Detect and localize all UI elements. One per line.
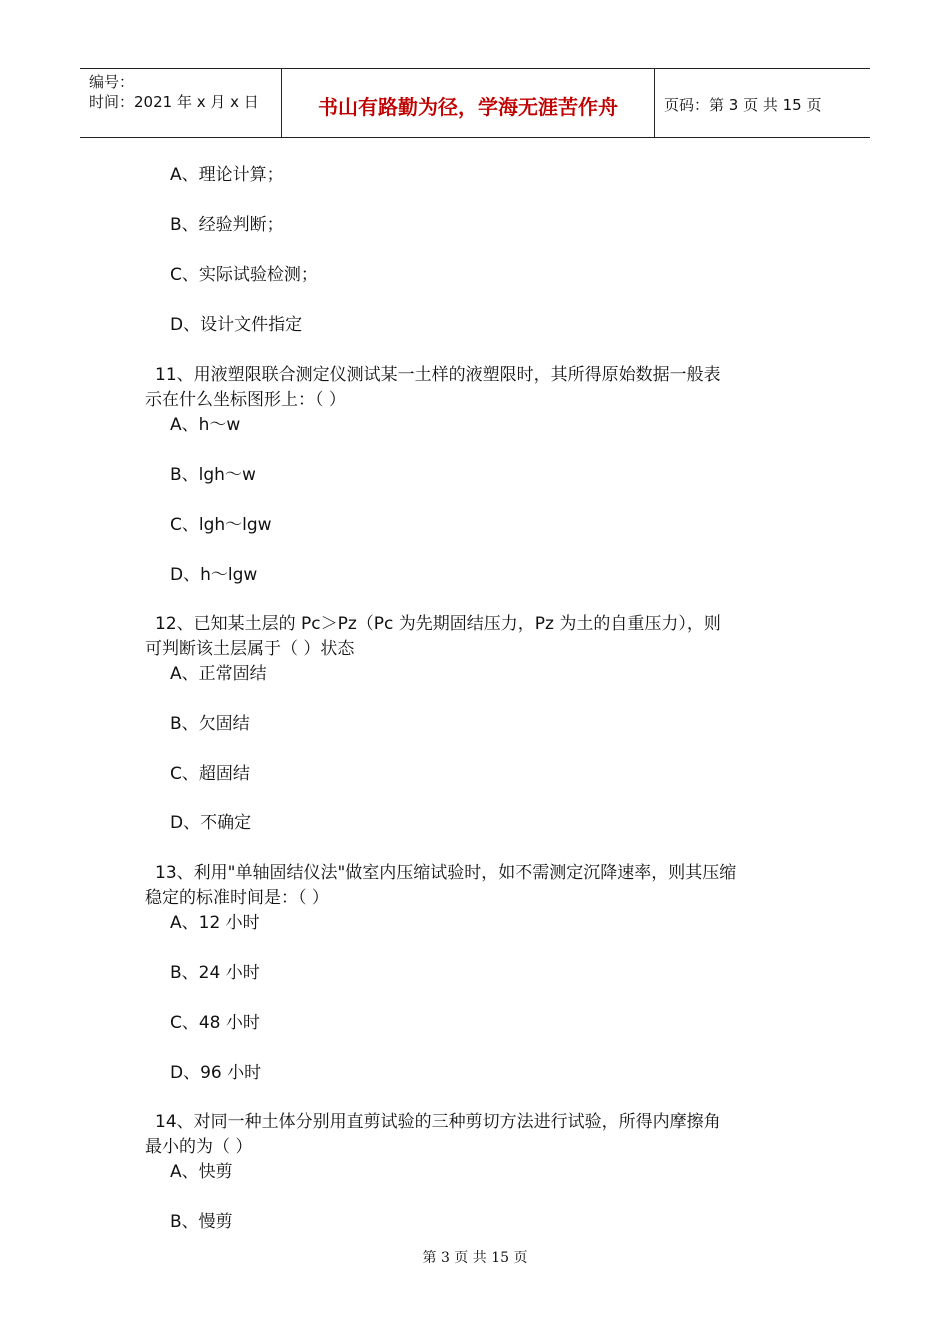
- q13-option-b: B、24 小时: [170, 963, 260, 983]
- q14-option-b: B、慢剪: [170, 1212, 233, 1232]
- q13-option-a: A、12 小时: [170, 913, 260, 933]
- q13-option-c: C、48 小时: [170, 1013, 260, 1033]
- option-c: C、实际试验检测；: [170, 265, 318, 285]
- question-14-text-cont: 最小的为（ ）: [145, 1137, 253, 1157]
- question-12-text: 12、已知某土层的 Pc＞Pz（Pc 为先期固结压力，Pz 为土的自重压力），则: [155, 614, 721, 634]
- q12-option-b: B、欠固结: [170, 714, 250, 734]
- page-info: 页码：第 3 页 共 15 页: [664, 96, 822, 114]
- q11-option-b: B、lgh～w: [170, 465, 256, 485]
- q12-option-c: C、超固结: [170, 764, 250, 784]
- question-11-text-cont: 示在什么坐标图形上：（ ）: [145, 390, 346, 410]
- q11-option-c: C、lgh～lgw: [170, 515, 272, 535]
- number-label: 编号：: [89, 73, 135, 91]
- header-page-cell: [655, 69, 870, 137]
- q13-option-d: D、96 小时: [170, 1063, 262, 1083]
- option-d: D、设计文件指定: [170, 315, 303, 335]
- question-12-text-cont: 可判断该土层属于（ ）状态: [145, 639, 355, 659]
- header-motto-cell: [282, 69, 655, 137]
- q12-option-a: A、正常固结: [170, 664, 267, 684]
- time-label: 时间：2021 年 x 月 x 日: [89, 93, 259, 111]
- q14-option-a: A、快剪: [170, 1162, 233, 1182]
- q11-option-a: A、h～w: [170, 415, 241, 435]
- motto: 书山有路勤为径，学海无涯苦作舟: [318, 95, 618, 119]
- page-header: [80, 68, 870, 138]
- option-b: B、经验判断；: [170, 215, 284, 235]
- q12-option-d: D、不确定: [170, 813, 252, 833]
- option-a: A、理论计算；: [170, 165, 284, 185]
- question-13-text: 13、利用"单轴固结仪法"做室内压缩试验时，如不需测定沉降速率，则其压缩: [155, 863, 737, 883]
- q11-option-d: D、h～lgw: [170, 565, 258, 585]
- page-footer: 第 3 页 共 15 页: [422, 1250, 528, 1266]
- question-13-text-cont: 稳定的标准时间是：（ ）: [145, 888, 329, 908]
- question-11-text: 11、用液塑限联合测定仪测试某一土样的液塑限时，其所得原始数据一般表: [155, 365, 721, 385]
- question-14-text: 14、对同一种土体分别用直剪试验的三种剪切方法进行试验，所得内摩擦角: [155, 1112, 721, 1132]
- header-meta-cell: [80, 69, 282, 137]
